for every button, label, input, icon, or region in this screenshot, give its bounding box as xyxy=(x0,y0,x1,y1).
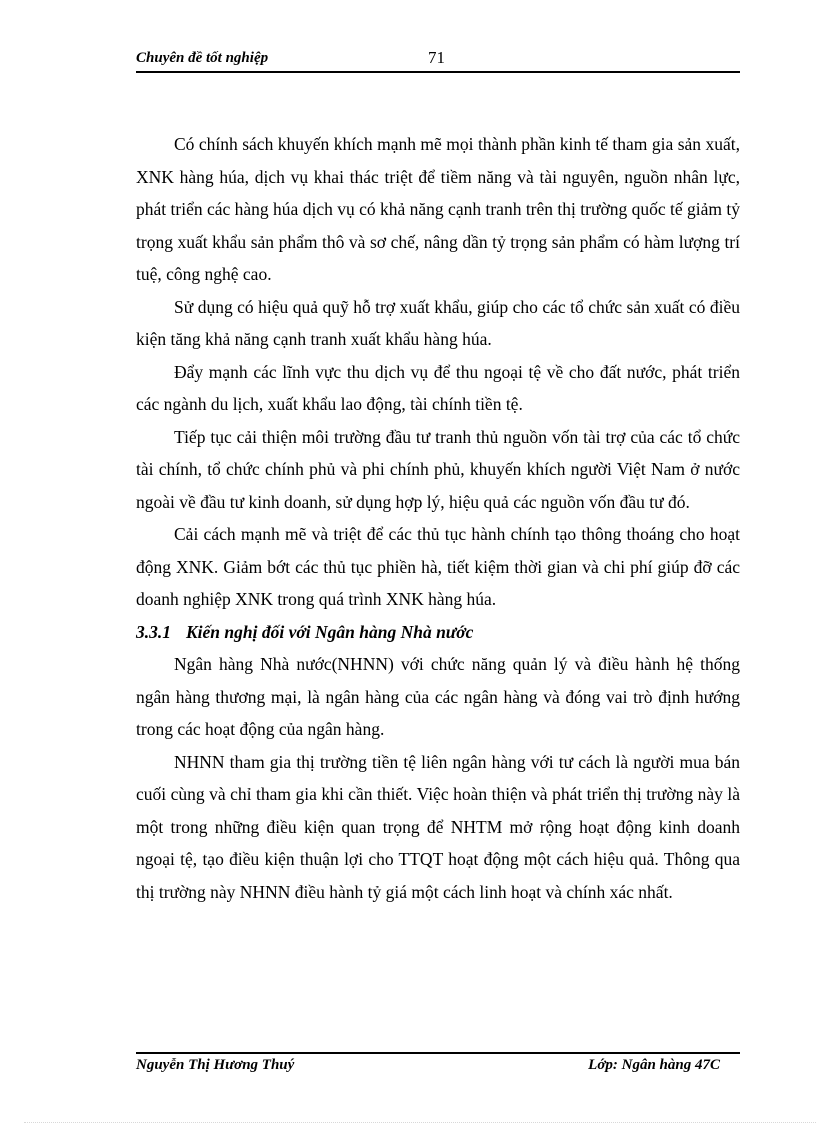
header-rule xyxy=(136,71,740,73)
footer-rule xyxy=(136,1052,740,1054)
paragraph: Cải cách mạnh mẽ và triệt để các thủ tục hành chính tạo thông thoáng cho hoạt động XNK. Giảm bớt các thủ tục phiền hà, tiết kiệm thời gian và chi phí giúp đỡ các doanh nghiệp XNK trong quá trình XNK hàng húa. xyxy=(136,524,740,609)
paragraph: NHNN tham gia thị trường tiền tệ liên ngân hàng với tư cách là người mua bán cuối cùng và chỉ tham gia khi cần thiết. Việc hoàn thiện và phát triển thị trường này là một trong những điều kiện quan trọng để NHTM mở rộng hoạt động kinh doanh ngoại tệ, tạo điều kiện thuận lợi cho TTQT hoạt động một cách hiệu quả. Thông qua thị trường này NHNN điều hành tỷ giá một cách linh hoạt và chính xác nhất. xyxy=(136,751,740,902)
paragraph: Đẩy mạnh các lĩnh vực thu dịch vụ để thu ngoại tệ về cho đất nước, phát triển các ngành du lịch, xuất khẩu lao động, tài chính tiền tệ. xyxy=(136,361,740,414)
paragraph: Sử dụng có hiệu quả quỹ hỗ trợ xuất khẩu, giúp cho các tổ chức sản xuất có điều kiện tăng khả năng cạnh tranh xuất khẩu hàng húa. xyxy=(136,296,740,349)
section-number: 3.3.1 xyxy=(136,621,171,642)
paragraph: Có chính sách khuyến khích mạnh mẽ mọi thành phần kinh tế tham gia sản xuất, XNK hàng húa, dịch vụ khai thác triệt để tiềm năng và tài nguyên, nguồn nhân lực, phát triển các hàng húa dịch vụ có khả năng cạnh tranh trên thị trường quốc tế giảm tỷ trọng xuất khẩu sản phẩm thô và sơ chế, nâng dần tỷ trọng sản phẩm có hàm lượng trí tuệ, công nghệ cao. xyxy=(136,134,740,284)
page-number: 71 xyxy=(428,48,445,67)
header-title: Chuyên đề tốt nghiệp xyxy=(136,50,269,66)
section-heading xyxy=(136,616,740,649)
page-footer xyxy=(136,1057,740,1081)
page-header xyxy=(136,48,740,72)
footer-author: Nguyễn Thị Hương Thuý xyxy=(136,1057,295,1073)
body-text xyxy=(136,128,740,908)
section-title: Kiến nghị đối với Ngân hàng Nhà nước xyxy=(186,621,474,642)
footer-class: Lớp: Ngân hàng 47C xyxy=(588,1057,720,1073)
paragraph: Tiếp tục cải thiện môi trường đầu tư tranh thủ nguồn vốn tài trợ của các tổ chức tài chính, tổ chức chính phủ và phi chính phủ, khuyến khích người Việt Nam ở nước ngoài về đầu tư kinh doanh, sử dụng hợp lý, hiệu quả các nguồn vốn đầu tư đó. xyxy=(136,426,740,512)
paragraph: Ngân hàng Nhà nước(NHNN) với chức năng quản lý và điều hành hệ thống ngân hàng thương mại, là ngân hàng của các ngân hàng và đóng vai trò định hướng trong các hoạt động của ngân hàng. xyxy=(136,654,740,739)
